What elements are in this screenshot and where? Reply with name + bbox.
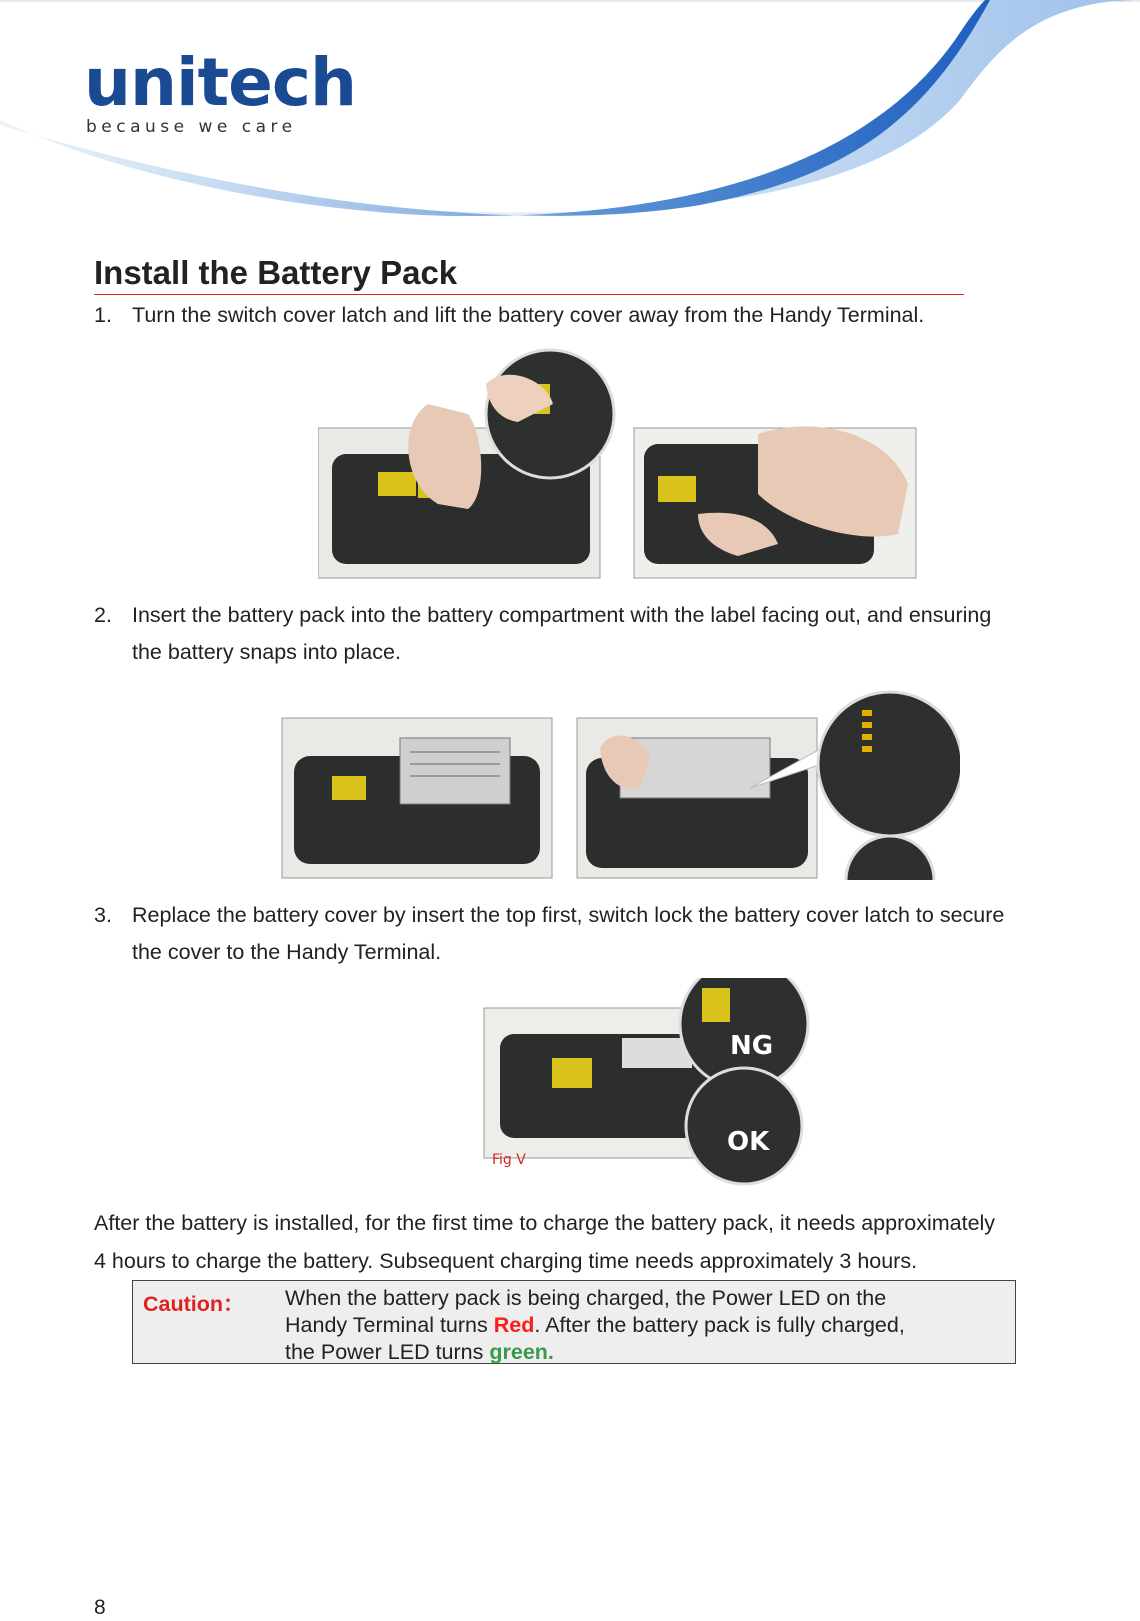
- fig3-caption: Fig V: [492, 1152, 526, 1168]
- step-3: [94, 897, 1134, 971]
- caution-text: [285, 1285, 1005, 1366]
- caution-box: [132, 1280, 1016, 1364]
- caution-line-1: When the battery pack is being charged, the Power LED on the: [285, 1286, 887, 1310]
- red-led-word: Red: [493, 1313, 535, 1337]
- caution-text-segment: the Power LED turns: [285, 1340, 490, 1364]
- step-text: the battery snaps into place.: [132, 640, 401, 664]
- step-text: Turn the switch cover latch and lift the battery cover away from the Handy Terminal.: [132, 303, 925, 327]
- step-2: [94, 597, 1134, 671]
- page-number: 8: [94, 1596, 106, 1619]
- step-number: 3.: [94, 903, 112, 927]
- section-title: Install the Battery Pack: [94, 254, 458, 291]
- caution-text-segment: Handy Terminal turns: [285, 1313, 494, 1337]
- caution-label: Caution：: [143, 1292, 245, 1316]
- step-number: 1.: [94, 303, 112, 327]
- brand-logo-wordmark: unitech: [84, 44, 357, 121]
- fig3-ok-label: OK: [727, 1127, 770, 1157]
- step-number: 2.: [94, 603, 112, 627]
- brand-logo-tagline: because we care: [86, 117, 297, 137]
- fig3-ng-label: NG: [730, 1031, 774, 1061]
- step-text: Insert the battery pack into the battery compartment with the label facing out, and ensuring: [132, 603, 992, 627]
- figure-insert-battery: [280, 688, 960, 880]
- charging-note-line-1: After the battery is installed, for the first time to charge the battery pack, it needs approximately: [94, 1211, 996, 1235]
- green-led-word: green: [489, 1340, 548, 1364]
- step-text: Replace the battery cover by insert the top first, switch lock the battery cover latch to secure: [132, 903, 1005, 927]
- figure-replace-battery-cover: [482, 978, 812, 1188]
- figure-open-battery-cover: [318, 344, 918, 580]
- caution-text-segment: .: [547, 1340, 554, 1364]
- title-underline: [94, 294, 964, 295]
- caution-line-2: [285, 1312, 1005, 1339]
- step-text: the cover to the Handy Terminal.: [132, 940, 442, 964]
- caution-line-3: [285, 1339, 1005, 1366]
- charging-note-line-2: 4 hours to charge the battery. Subsequent charging time needs approximately 3 hours.: [94, 1249, 918, 1273]
- caution-text-segment: . After the battery pack is fully charged,: [534, 1313, 905, 1337]
